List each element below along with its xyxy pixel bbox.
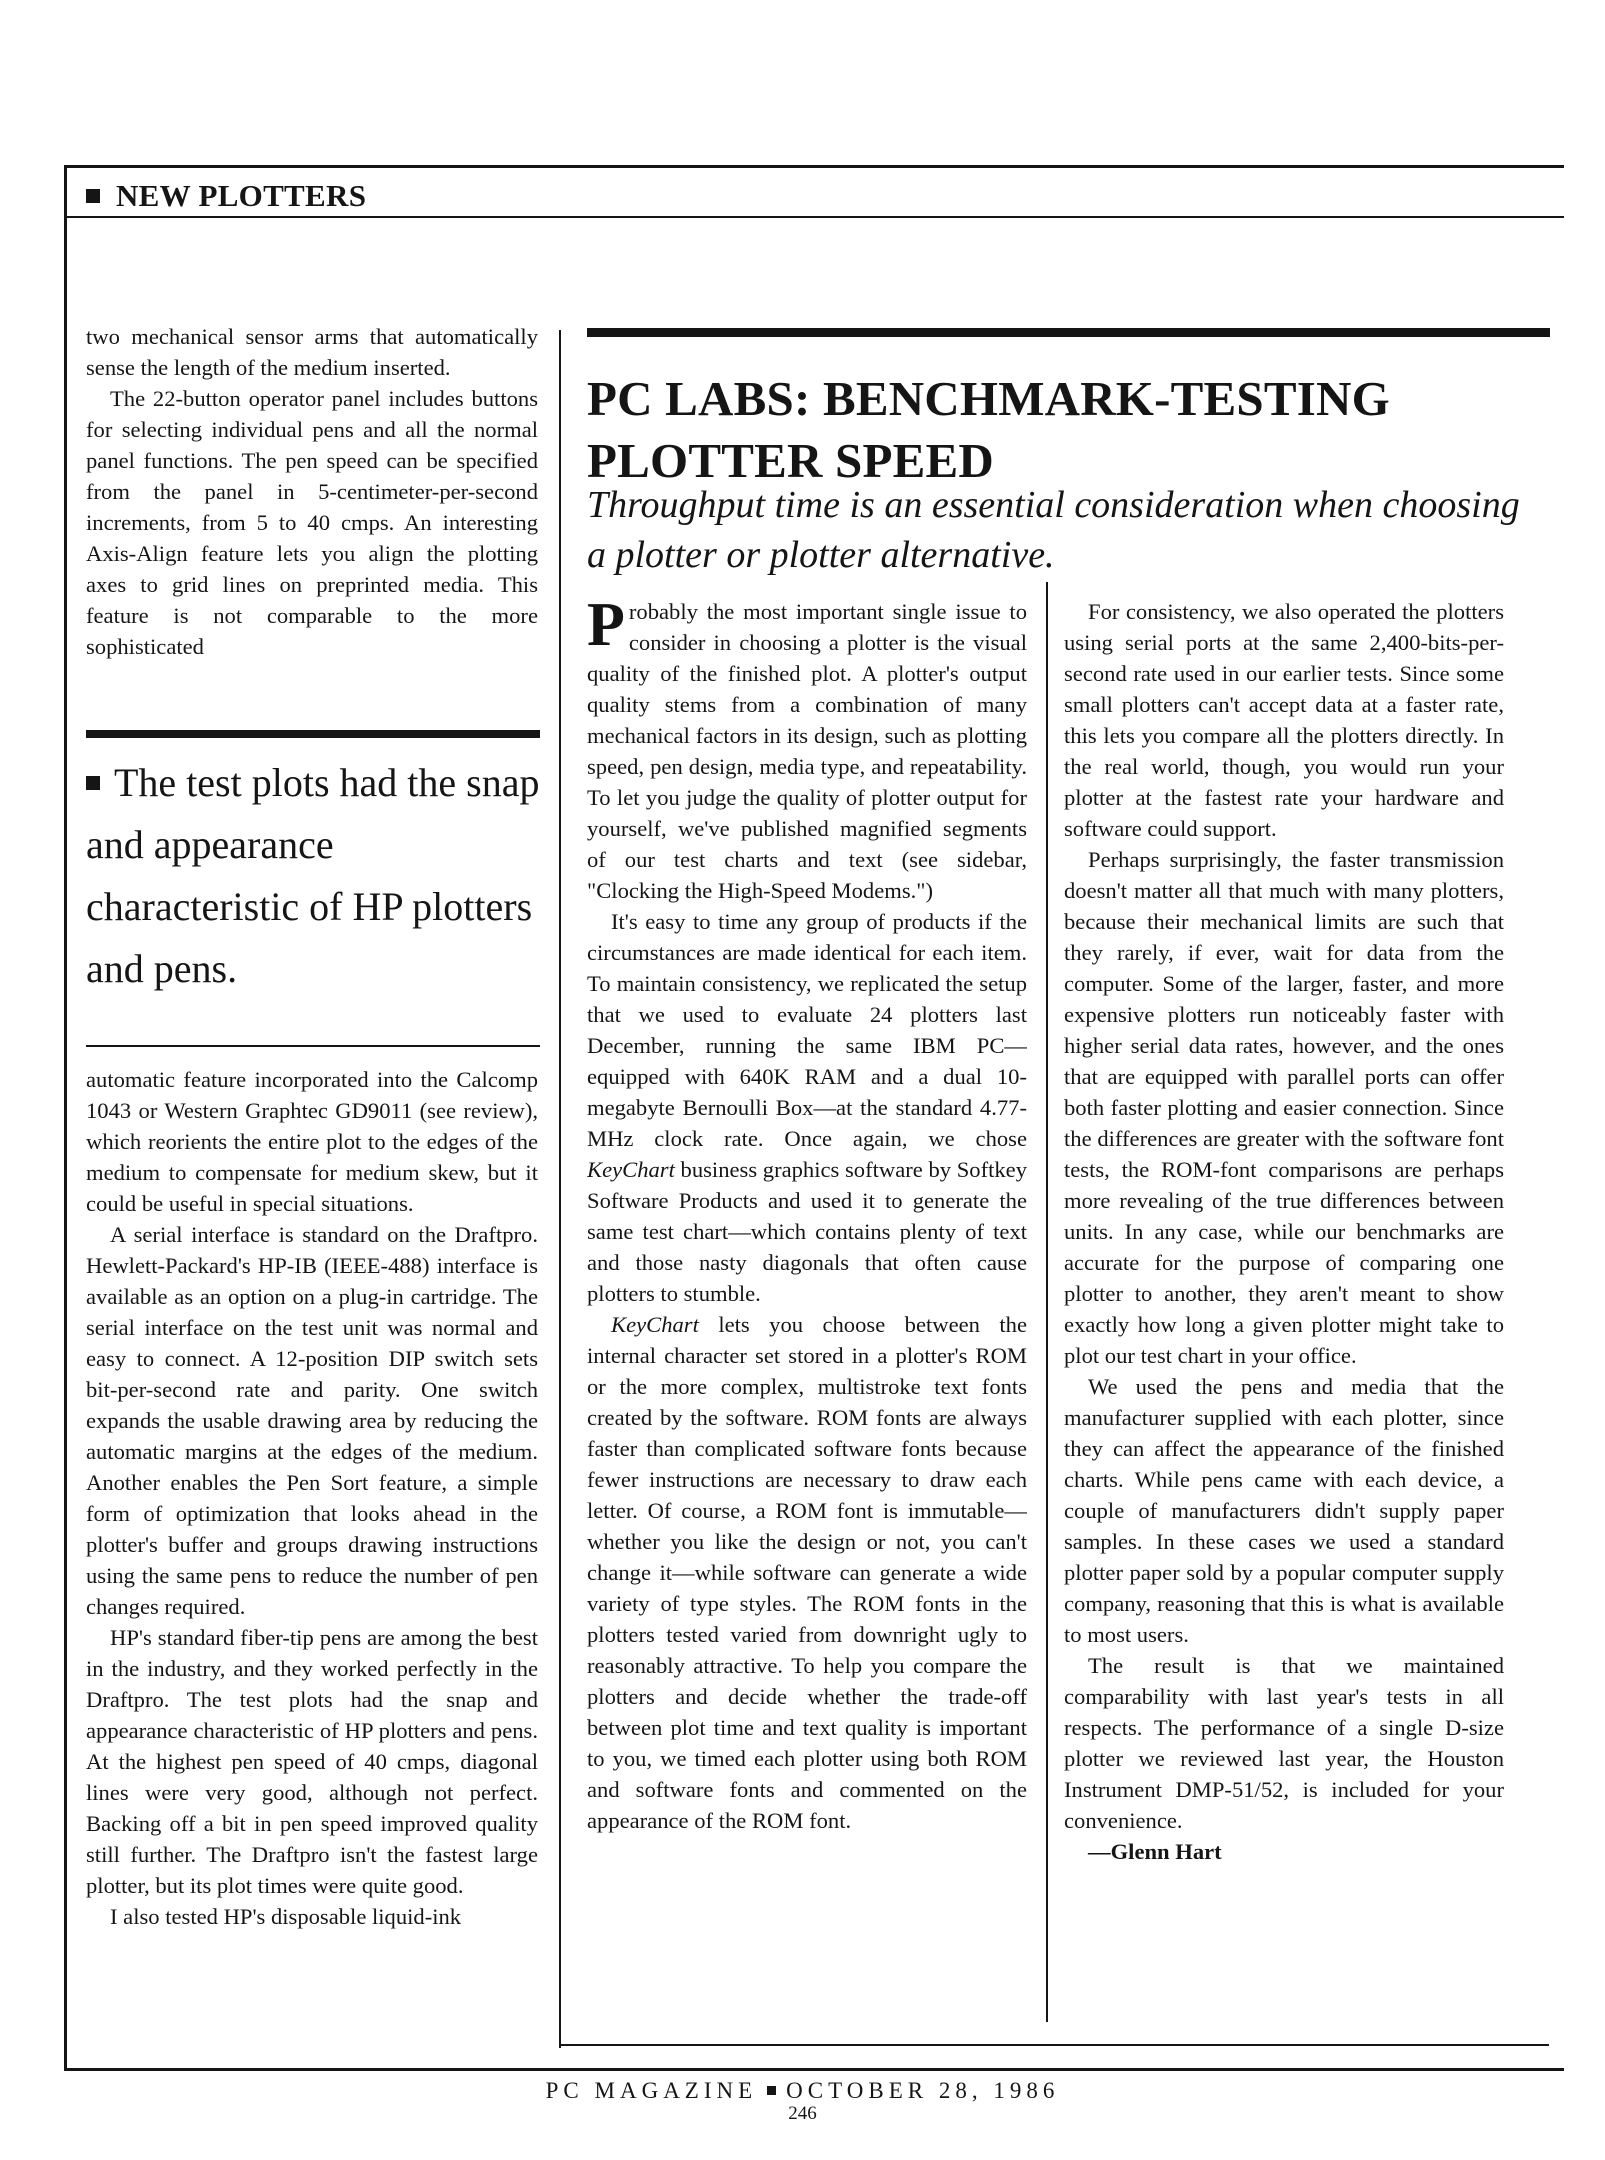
pullquote-top-rule bbox=[86, 730, 540, 738]
article-column-1-top bbox=[86, 321, 538, 693]
page-number: 246 bbox=[788, 2103, 817, 2124]
product-name: KeyChart bbox=[587, 1157, 675, 1182]
article-paragraph: The 22-button operator panel includes buttons for selecting individual pens and all the normal panel functions. The pen speed can be specified from the panel in 5-centimeter-per-second increments, from 5 to 40 cmps. An interesting Axis-Align feature lets you align the plotting axes to grid lines on preprinted media. This feature is not comparable to the more sophisticated bbox=[86, 386, 538, 659]
article-paragraph: I also tested HP's disposable liquid-ink bbox=[110, 1904, 462, 1929]
sidebar-text: It's easy to time any group of products if the circumstances are made identical for each item. To maintain consistency, we replicated the setup that we used to evaluate 24 plotters last December, running the same IBM PC—equipped with 640K RAM and a dual 10-megabyte Bernoulli Box—at the standard 4.77-MHz clock rate. Once again, we chose bbox=[587, 909, 1027, 1151]
article-column-1-bottom bbox=[86, 1064, 538, 2050]
sidebar-column-2 bbox=[587, 596, 1027, 2016]
sidebar-bottom-rule bbox=[559, 2044, 1549, 2046]
article-paragraph: HP's standard fiber-tip pens are among the best in the industry, and they worked perfectly in the Draftpro. The test plots had the snap and appearance characteristic of HP plotters and pens. At the highest pen speed of 40 cmps, diagonal lines were very good, although not perfect. Backing off a bit in pen speed improved quality still further. The Draftpro isn't the fastest large plotter, but its plot times were quite good. bbox=[86, 1625, 538, 1898]
sidebar-paragraph-text: robably the most important single issue to consider in choosing a plotter is the visual quality of the finished plot. A plotter's output quality stems from a combination of many mechanical factors in its design, such as plotting speed, pen design, media type, and repeatability. To let you judge the quality of plotter output for yourself, we've published magnified segments of our test charts and text (see sidebar, "Clocking the High-Speed Modems.") bbox=[587, 599, 1027, 903]
magazine-name: PC MAGAZINE bbox=[545, 2078, 758, 2103]
sidebar-paragraph bbox=[587, 1309, 1027, 1836]
byline: —Glenn Hart bbox=[1088, 1839, 1222, 1864]
product-name: KeyChart bbox=[611, 1312, 699, 1337]
article-paragraph: two mechanical sensor arms that automatically sense the length of the medium inserted. bbox=[86, 324, 538, 380]
page-frame-top-rule bbox=[64, 165, 1564, 168]
article-paragraph: A serial interface is standard on the Draftpro. Hewlett-Packard's HP-IB (IEEE-488) interface is available as an option on a plug-in cartridge. The serial interface on the test unit was normal and easy to connect. A 12-position DIP switch sets bit-per-second rate and parity. One switch expands the usable drawing area by reducing the automatic margins at the edges of the medium. Another enables the Pen Sort feature, a simple form of optimization that looks ahead in the plotter's buffer and groups drawing instructions using the same pens to reduce the number of pen changes required. bbox=[86, 1222, 538, 1619]
sidebar-left-rule bbox=[559, 330, 561, 2048]
article-paragraph: automatic feature incorporated into the Calcomp 1043 or Western Graphtec GD9011 (see review), which reorients the entire plot to the edges of the medium to compensate for medium skew, but it could be useful in special situations. bbox=[86, 1067, 538, 1216]
sidebar-paragraph bbox=[587, 596, 1027, 906]
pullquote-bottom-rule bbox=[86, 1045, 540, 1047]
pullquote bbox=[86, 752, 540, 1000]
page-frame-bottom-rule bbox=[64, 2068, 1564, 2071]
page-frame-left-rule bbox=[64, 165, 67, 2070]
header-rule bbox=[67, 216, 1564, 218]
sidebar-paragraph: Perhaps surprisingly, the faster transmission doesn't matter all that much with many plotters, because their mechanical limits are such that they rarely, if ever, wait for data from the computer. Some of the larger, faster, and more expensive plotters run noticeably faster with higher serial data rates, however, and the ones that are equipped with parallel ports can offer both faster plotting and easier connection. Since the differences are greater with the software font tests, the ROM-font comparisons are perhaps more revealing of the true differences between units. In any case, while our benchmarks are accurate for the purpose of comparing one plotter to another, they aren't meant to show exactly how long a given plotter might take to plot our test chart in your office. bbox=[1064, 847, 1504, 1368]
sidebar-text: business graphics software by Softkey Software Products and used it to generate the same test chart—which contains plenty of text and those nasty diagonals that often cause plotters to stumble. bbox=[587, 1157, 1027, 1306]
sidebar-top-rule bbox=[587, 328, 1550, 337]
sidebar-column-3 bbox=[1064, 596, 1504, 2016]
sidebar-title: PC LABS: BENCHMARK-TESTING PLOTTER SPEED bbox=[587, 371, 1390, 488]
sidebar-text: lets you choose between the internal character set stored in a plotter's ROM or the more complex, multistroke text fonts created by the software. ROM fonts are always faster than complicated software fonts because fewer instructions are necessary to draw each letter. Of course, a ROM font is immutable—whether you like the design or not, you can't change it—while software can generate a wide variety of type styles. The ROM fonts in the plotters tested varied from downright ugly to reasonably attractive. To help you compare the plotters and decide whether the trade-off between plot time and text quality is important to you, we timed each plotter using both ROM and software fonts and commented on the appearance of the ROM font. bbox=[587, 1312, 1027, 1833]
pullquote-text: The test plots had the snap and appearance characteristic of HP plotters and pens. bbox=[86, 760, 540, 991]
bullet-square-icon bbox=[767, 2086, 776, 2095]
sidebar-subtitle: Throughput time is an essential consideration when choosing a plotter or plotter alternative. bbox=[587, 484, 1520, 576]
sidebar-paragraph: We used the pens and media that the manufacturer supplied with each plotter, since they can affect the appearance of the finished charts. While pens came with each device, a couple of manufacturers didn't supply paper samples. In these cases we used a standard plotter paper sold by a popular computer supply company, reasoning that this is what is available to most users. bbox=[1064, 1374, 1504, 1647]
drop-cap: P bbox=[587, 596, 625, 659]
section-header bbox=[86, 174, 366, 218]
bullet-square-icon bbox=[86, 776, 100, 790]
sidebar-paragraph bbox=[587, 906, 1027, 1309]
sidebar-paragraph: For consistency, we also operated the plotters using serial ports at the same 2,400-bits-per-second rate used in our earlier tests. Since some small plotters can't accept data at a faster rate, this lets you compare all the plotters directly. In the real world, though, you would run your plotter at the fastest rate your hardware and software could support. bbox=[1064, 599, 1504, 841]
issue-date: OCTOBER 28, 1986 bbox=[786, 2078, 1060, 2103]
sidebar-paragraph: The result is that we maintained comparability with last year's tests in all respects. The performance of a single D-size plotter we reviewed last year, the Houston Instrument DMP-51/52, is included for your convenience. bbox=[1064, 1653, 1504, 1833]
sidebar-column-divider bbox=[1046, 582, 1048, 2022]
section-title: NEW PLOTTERS bbox=[116, 178, 367, 213]
bullet-square-icon bbox=[86, 189, 100, 203]
